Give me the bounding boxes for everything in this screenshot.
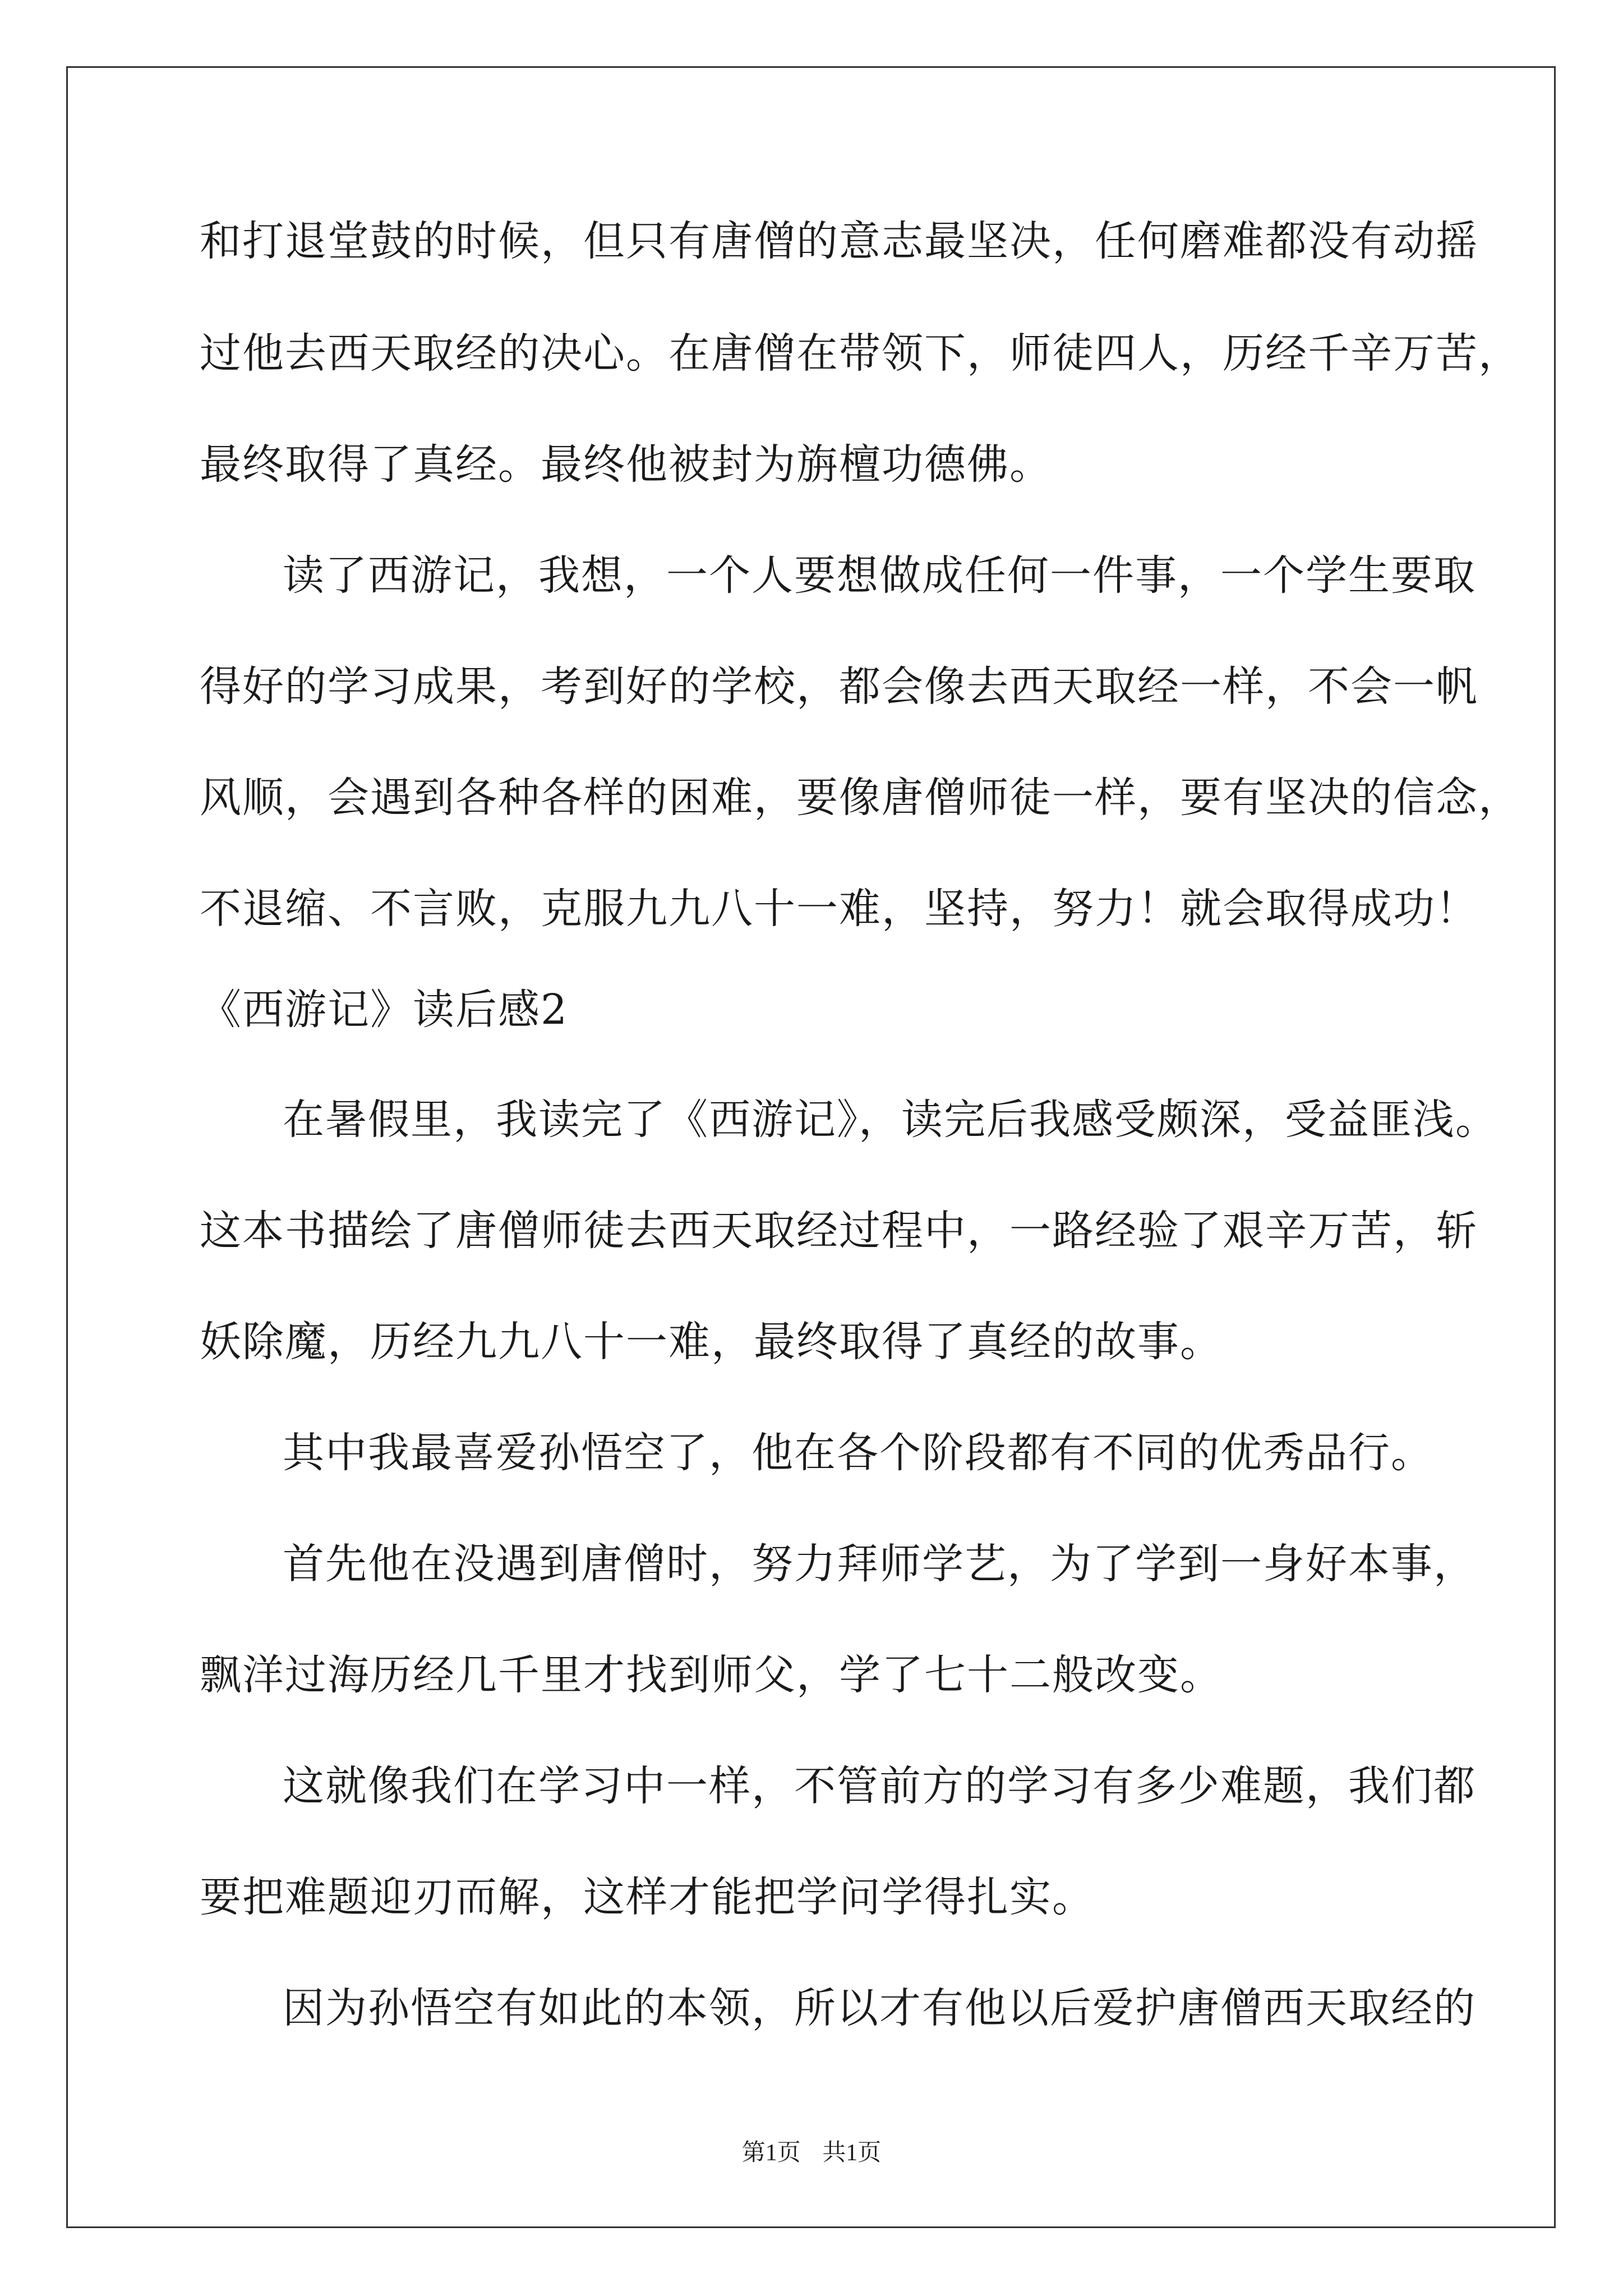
page-footer bbox=[0, 2136, 1623, 2170]
section-title: 《西游记》读后感2 bbox=[200, 986, 569, 1034]
text-line: 要把难题迎刃而解，这样才能把学问学得扎实。 bbox=[200, 1873, 1095, 1921]
paragraph-start: 因为孙悟空有如此的本领，所以才有他以后爱护唐僧西天取经的 bbox=[283, 1984, 1476, 2032]
text-line: 最终取得了真经。最终他被封为旃檀功德佛。 bbox=[200, 440, 1052, 489]
text-line: 这本书描绘了唐僧师徒去西天取经过程中，一路经验了艰辛万苦，斩 bbox=[200, 1207, 1478, 1255]
text-line: 和打退堂鼓的时候，但只有唐僧的意志最坚决，任何磨难都没有动摇 bbox=[200, 217, 1478, 265]
paragraph-start: 在暑假里，我读完了《西游记》，读完后我感受颇深，受益匪浅。 bbox=[283, 1096, 1498, 1144]
paragraph-start: 其中我最喜爱孙悟空了，他在各个阶段都有不同的优秀品行。 bbox=[283, 1429, 1433, 1477]
page-number: 第1页 bbox=[741, 2140, 801, 2166]
page-total: 共1页 bbox=[822, 2140, 882, 2166]
text-line: 飘洋过海历经几千里才找到师父，学了七十二般改变。 bbox=[200, 1651, 1223, 1699]
text-line: 风顺，会遇到各种各样的困难，要像唐僧师徒一样，要有坚决的信念， bbox=[200, 774, 1521, 822]
text-line: 过他去西天取经的决心。在唐僧在带领下，师徒四人，历经千辛万苦， bbox=[200, 329, 1521, 378]
paragraph-start: 这就像我们在学习中一样，不管前方的学习有多少难题，我们都 bbox=[283, 1762, 1476, 1810]
paragraph-start: 读了西游记，我想，一个人要想做成任何一件事，一个学生要取 bbox=[283, 551, 1476, 600]
paragraph-start: 首先他在没遇到唐僧时，努力拜师学艺，为了学到一身好本事， bbox=[283, 1540, 1476, 1588]
text-line: 得好的学习成果，考到好的学校，都会像去西天取经一样，不会一帆 bbox=[200, 662, 1478, 711]
text-line: 不退缩、不言败，克服九九八十一难，坚持，努力！就会取得成功！ bbox=[200, 885, 1478, 933]
text-line: 妖除魔，历经九九八十一难，最终取得了真经的故事。 bbox=[200, 1318, 1223, 1366]
